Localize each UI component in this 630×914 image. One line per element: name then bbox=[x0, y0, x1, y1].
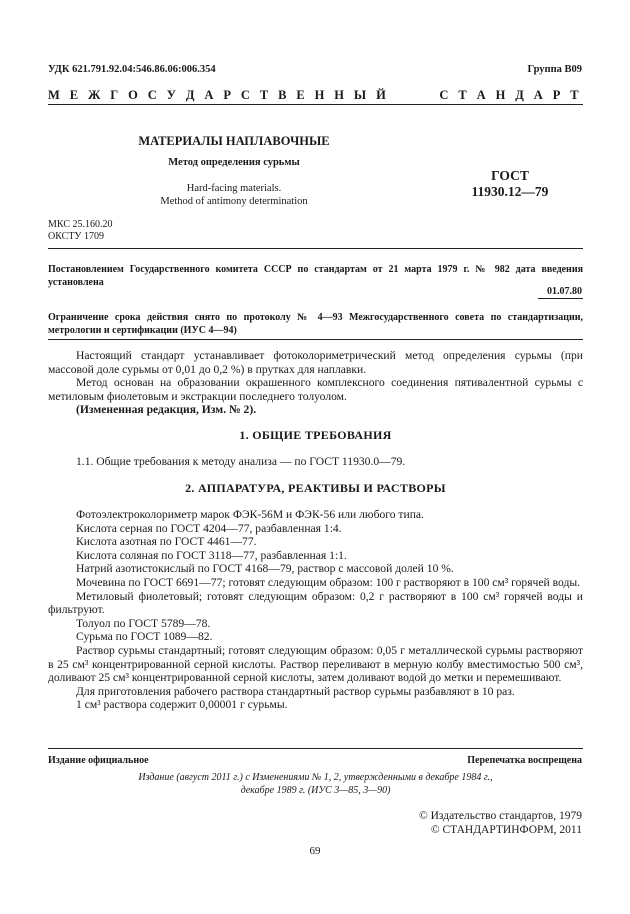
section-1-body bbox=[48, 455, 583, 469]
section-2-body bbox=[48, 508, 583, 712]
udc-code: УДК 621.791.92.04:546.86.06:006.354 bbox=[48, 64, 216, 75]
english-title-line2: Method of antimony determination bbox=[160, 196, 308, 207]
intro-section bbox=[48, 349, 583, 417]
title-rule bbox=[48, 248, 583, 249]
list-item: Раствор сурьмы стандартный; готовят следующим образом: 0,05 г металлической сурьмы растворяют в 25 см³ концентрированной серной кислоты. Раствор переливают в мерную колбу вместимостью 500 см³, доливают 25 см³ концентрированной серной кислоты, затем доливают водой до метки и перемешивают. bbox=[48, 643, 583, 685]
limitation-rule bbox=[48, 339, 583, 340]
edition-note-line1: Издание (август 2011 г.) с Изменениями № 1, 2, утвержденными в декабре 1984 г., bbox=[138, 772, 493, 783]
list-item: Кислота азотная по ГОСТ 4461—77. bbox=[76, 535, 257, 549]
banner-right: С Т А Н Д А Р Т bbox=[439, 88, 582, 102]
date-underline bbox=[538, 298, 583, 299]
section-1-heading: 1. ОБЩИЕ ТРЕБОВАНИЯ bbox=[239, 428, 392, 442]
list-item: Кислота соляная по ГОСТ 3118—77, разбавленная 1:1. bbox=[76, 548, 347, 562]
list-item: Для приготовления рабочего раствора стандартный раствор сурьмы разбавляют в 10 раз. bbox=[76, 684, 515, 698]
footer-rule bbox=[48, 748, 583, 749]
mks-code: МКС 25.160.20 bbox=[48, 219, 113, 230]
list-item: Кислота серная по ГОСТ 4204—77, разбавленная 1:4. bbox=[76, 521, 342, 535]
edition-note-line2: декабре 1989 г. (ИУС 3—85, 3—90) bbox=[240, 785, 391, 796]
document-title: МАТЕРИАЛЫ НАПЛАВОЧНЫЕ bbox=[138, 134, 330, 148]
list-item: Толуол по ГОСТ 5789—78. bbox=[76, 616, 211, 630]
english-title-line1: Hard-facing materials. bbox=[186, 183, 282, 194]
intro-amendment-note: (Измененная редакция, Изм. № 2). bbox=[76, 403, 257, 417]
document-subtitle: Метод определения сурьмы bbox=[168, 157, 300, 168]
list-item: Метиловый фиолетовый; готовят следующим образом: 0,2 г растворяют в 100 см³ горячей воды и фильтруют. bbox=[48, 589, 583, 617]
list-item: Мочевина по ГОСТ 6691—77; готовят следующим образом: 100 г растворяют в 100 см³ горячей воды. bbox=[76, 575, 581, 589]
gost-number: 11930.12—79 bbox=[471, 184, 549, 199]
section-2-heading: 2. АППАРАТУРА, РЕАКТИВЫ И РАСТВОРЫ bbox=[185, 481, 446, 495]
copyright-1979: © Издательство стандартов, 1979 bbox=[418, 810, 582, 822]
intro-paragraph-2: Метод основан на образовании окрашенного комплексного соединения пятивалентной сурьмы с метиловым фиолетовым и экстракции последнего толуолом. bbox=[48, 376, 583, 403]
page-number: 69 bbox=[309, 845, 321, 857]
header-rule bbox=[48, 104, 583, 105]
list-item: Натрий азотистокислый по ГОСТ 4168—79, раствор с массовой долей 10 %. bbox=[76, 562, 454, 576]
section-1-paragraph: 1.1. Общие требования к методу анализа — по ГОСТ 11930.0—79. bbox=[76, 455, 406, 468]
decree-text: Постановлением Государственного комитета СССР по стандартам от 21 марта 1979 г. № 982 дата введения установлена bbox=[48, 264, 583, 288]
reprint-notice: Перепечатка воспрещена bbox=[467, 755, 582, 766]
decree-date: 01.07.80 bbox=[547, 286, 582, 297]
list-item: Фотоэлектроколориметр марок ФЭК-56М и ФЭК-56 или любого типа. bbox=[76, 508, 424, 521]
copyright-2011: © СТАНДАРТИНФОРМ, 2011 bbox=[430, 824, 582, 836]
gost-label: ГОСТ bbox=[491, 168, 529, 183]
official-edition-label: Издание официальное bbox=[48, 755, 149, 766]
intro-paragraph-1: Настоящий стандарт устанавливает фотоколориметрический метод определения сурьмы (при массовой доле сурьмы от 0,01 до 0,2 %) в прутках для наплавки. bbox=[48, 349, 583, 376]
group-code: Группа В09 bbox=[527, 64, 582, 75]
limitation-note: Ограничение срока действия снято по протоколу № 4—93 Межгосударственного совета по стандартизации, метрологии и сертификации (ИУС 4—94) bbox=[48, 312, 583, 336]
list-item: 1 см³ раствора содержит 0,00001 г сурьмы. bbox=[76, 698, 288, 712]
list-item: Сурьма по ГОСТ 1089—82. bbox=[76, 630, 213, 644]
banner-left: М Е Ж Г О С У Д А Р С Т В Е Н Н Ы Й bbox=[48, 88, 390, 102]
okstu-code: ОКСТУ 1709 bbox=[48, 231, 105, 242]
